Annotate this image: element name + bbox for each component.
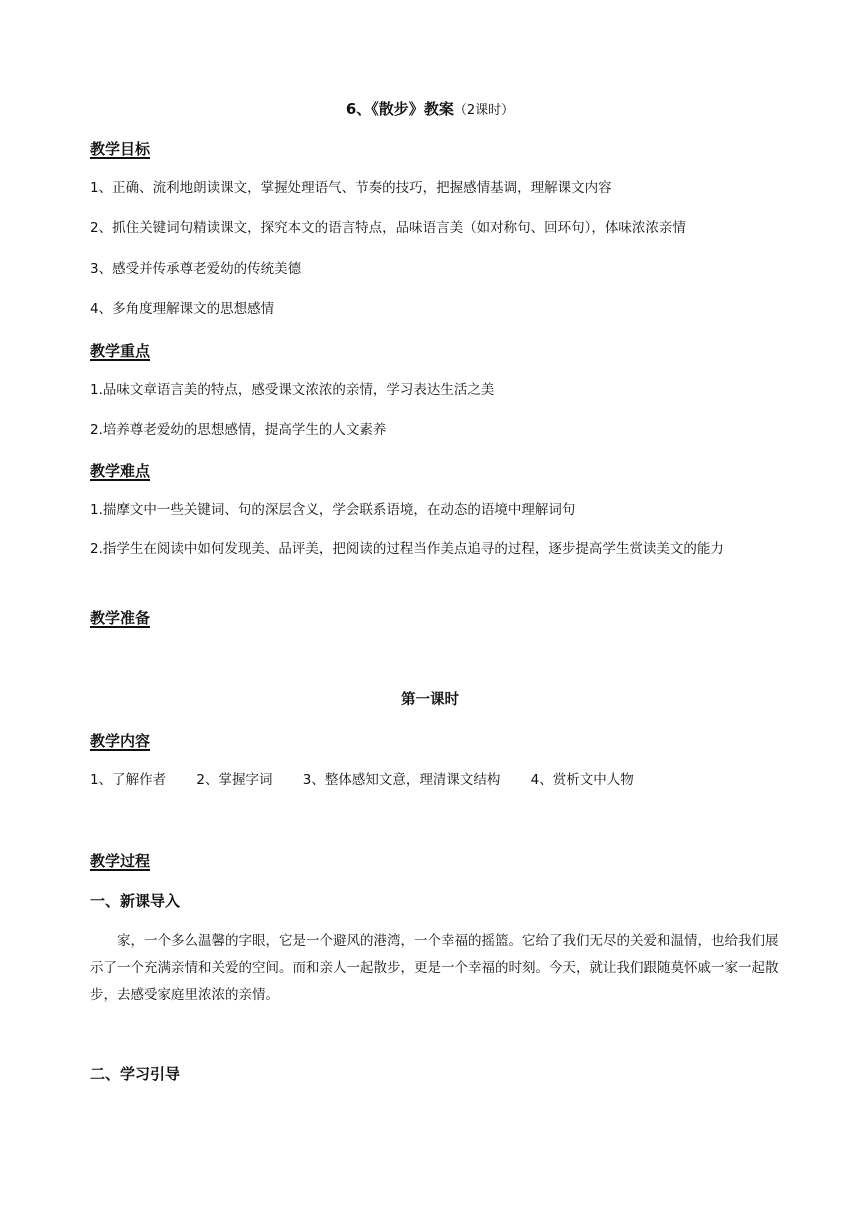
content-item: 4、赏析文中人物: [530, 772, 634, 788]
content-item: 3、整体感知文意，理清课文结构: [302, 772, 501, 788]
title-main: 6、《散步》教案: [345, 100, 454, 118]
section-heading-key-points: 教学重点: [90, 342, 151, 360]
content-list: [90, 769, 774, 791]
content-item: 1、了解作者: [90, 772, 167, 788]
section-heading-difficulties: 教学难点: [90, 462, 151, 480]
lesson-heading: 第一课时: [401, 692, 459, 708]
document-title: [0, 98, 860, 122]
intro-paragraph: 家，一个多么温馨的字眼，它是一个避风的港湾，一个幸福的摇篮。它给了我们无尽的关爱和温情，也给我们展示了一个充满亲情和关爱的空间。而和亲人一起散步，更是一个幸福的时刻。今天，就让我们跟随莫怀戚一家一起散步，去感受家庭里浓浓的亲情。: [90, 933, 779, 1003]
key-point-item: 2.培养尊老爱幼的思想感情，提高学生的人文素养: [90, 422, 387, 438]
title-subtitle: （2课时）: [453, 103, 515, 118]
key-point-item: 1.品味文章语言美的特点，感受课文浓浓的亲情，学习表达生活之美: [90, 382, 495, 398]
goal-item: 2、抓住关键词句精读课文，探究本文的语言特点，品味语言美（如对称句、回环句），体味浓浓亲情: [90, 220, 686, 236]
difficulty-item: 1.揣摩文中一些关键词、句的深层含义，学会联系语境，在动态的语境中理解词句: [90, 502, 576, 518]
subsection-heading-guide: 二、学习引导: [90, 1065, 181, 1083]
section-heading-preparation: 教学准备: [90, 609, 151, 627]
section-heading-process: 教学过程: [90, 852, 151, 870]
goal-item: 1、正确、流利地朗读课文，掌握处理语气、节奏的技巧，把握感情基调，理解课文内容: [90, 180, 612, 196]
goal-item: 3、感受并传承尊老爱幼的传统美德: [90, 261, 302, 277]
goal-item: 4、多角度理解课文的思想感情: [90, 301, 275, 317]
section-heading-goals: 教学目标: [90, 140, 151, 158]
content-item: 2、掌握字词: [196, 772, 273, 788]
section-heading-content: 教学内容: [90, 732, 151, 750]
difficulty-item: 2.指学生在阅读中如何发现美、品评美，把阅读的过程当作美点追寻的过程，逐步提高学生赏读美文的能力: [90, 541, 724, 557]
subsection-heading-intro: 一、新课导入: [90, 892, 181, 910]
